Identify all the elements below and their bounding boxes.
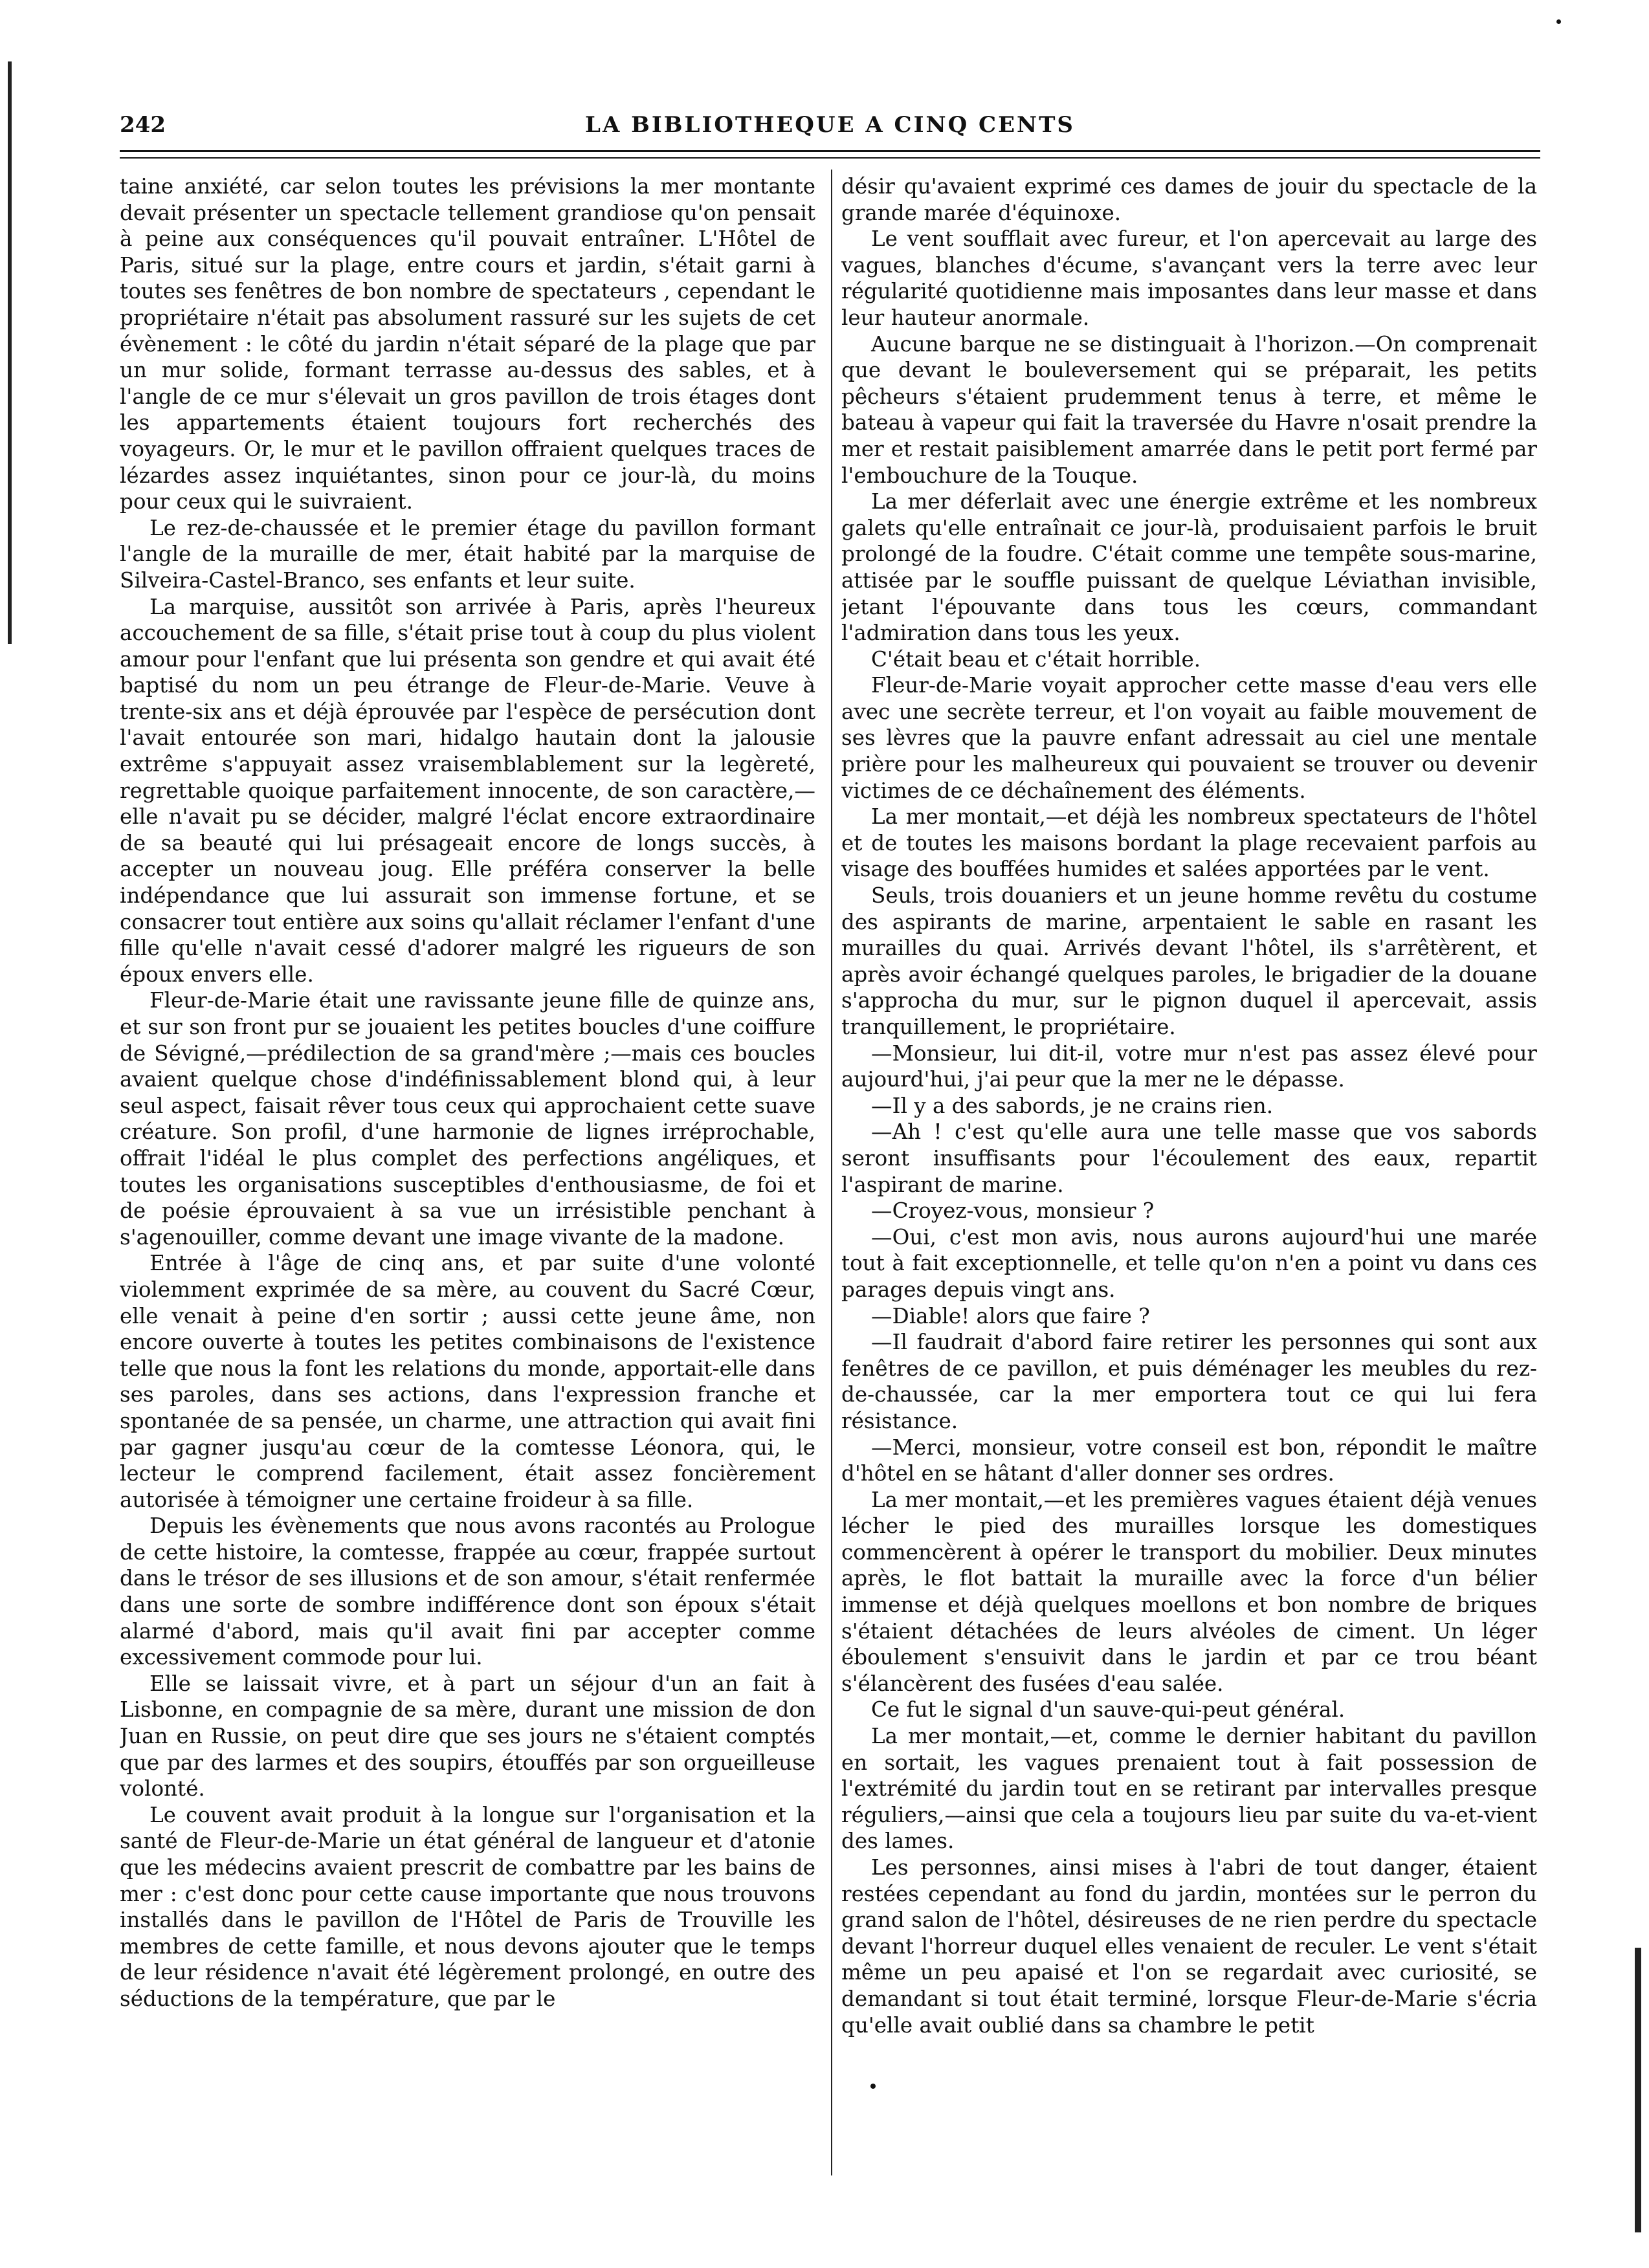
paragraph: Le vent soufflait avec fureur, et l'on apercevait au large des vagues, blanches d'écume, s'avançant vers la terre avec leur régularité quotidienne mais imposantes dans leur masse et dans leur hauteur anormale. — [841, 226, 1537, 330]
paragraph: Entrée à l'âge de cinq ans, et par suite d'une volonté violemment exprimée de sa mère, au couvent du Sacré Cœur, elle venait à peine d'en sortir ; aussi cette jeune âme, non encore ouverte à toutes les petites combinaisons de l'existence telle que nous la font les relations du monde, apportait-elle dans ses paroles, dans ses actions, dans l'expression franche et spontanée de sa pensée, un charme, une attraction qui avait fini par gagner jusqu'au cœur de la comtesse Léonora, qui, le lecteur le comprend facilement, était assez foncièrement autorisée à témoigner une certaine froideur à sa fille. — [120, 1251, 815, 1512]
paragraph: La mer montait,—et déjà les nombreux spectateurs de l'hôtel et de toutes les maisons bordant la plage recevaient parfois au visage des bouffées humides et salées apportées par le vent. — [841, 804, 1537, 882]
paragraph: désir qu'avaient exprimé ces dames de jouir du spectacle de la grande marée d'équinoxe. — [841, 174, 1537, 225]
header-rule-thin — [120, 157, 1540, 159]
paragraph: —Oui, c'est mon avis, nous aurons aujourd'hui une marée tout à fait exceptionnelle, et telle qu'on n'en a point vu dans ces parages depuis vingt ans. — [841, 1224, 1537, 1302]
paragraph: Ce fut le signal d'un sauve-qui-peut général. — [871, 1697, 1345, 1723]
paragraph: Aucune barque ne se distinguait à l'horizon.—On comprenait que devant le bouleversement qui se préparait, les petits pêcheurs s'étaient prudemment tenus à terre, et même le bateau à vapeur qui fait la traversée du Havre n'osait prendre la mer et restait paisiblement amarrée dans le petit port fermé par l'embouchure de la Touque. — [841, 331, 1537, 488]
column-divider — [831, 170, 832, 2175]
page-binding-edge-right — [1635, 1948, 1641, 2232]
print-speck — [870, 2084, 876, 2089]
paragraph: —Merci, monsieur, votre conseil est bon, répondit le maître d'hôtel en se hâtant d'aller donner ses ordres. — [841, 1435, 1537, 1486]
paragraph: Elle se laissait vivre, et à part un séjour d'un an fait à Lisbonne, en compagnie de sa mère, durant une mission de don Juan en Russie, on peut dire que ses jours ne s'étaient comptés que par des larmes et des soupirs, étouffés par son orgueilleuse volonté. — [120, 1671, 815, 1801]
paragraph: —Il faudrait d'abord faire retirer les personnes qui sont aux fenêtres de ce pavillon, et puis déménager les meubles du rez-de-chaussée, car la mer emportera tout ce qui lui fera résistance. — [841, 1330, 1537, 1433]
page-number: 242 — [120, 112, 166, 138]
paragraph: Fleur-de-Marie était une ravissante jeune fille de quinze ans, et sur son front pur se jouaient les petites boucles d'une coiffure de Sévigné,—prédilection de sa grand'mère ;—mais ces boucles avaient quelque chose d'indéfinissablement blond qui, à leur seul aspect, faisait rêver tous ceux qui approchaient cette suave créature. Son profil, d'une harmonie de lignes irréprochable, offrait l'idéal le plus complet des perfections angéliques, et toutes les organisations susceptibles d'enthousiasme, de foi et de poésie éprouvaient à sa vue un irrésistible penchant à s'agenouiller, comme devant une image vivante de la madone. — [120, 988, 815, 1250]
paragraph: Le couvent avait produit à la longue sur l'organisation et la santé de Fleur-de-Marie un état général de langueur et d'atonie que les médecins avaient prescrit de combattre par les bains de mer : c'est donc pour cette cause importante que nous trouvons installés dans le pavillon de l'Hôtel de Paris de Trouville les membres de cette famille, et nous devons ajouter que le temps de leur résidence n'avait été légèrement prolongé, en outre des séductions de la température, que par le — [120, 1802, 815, 2011]
paragraph: —Croyez-vous, monsieur ? — [871, 1198, 1155, 1224]
page-header — [120, 107, 1540, 146]
paragraph: C'était beau et c'était horrible. — [871, 646, 1201, 672]
running-title: LA BIBLIOTHEQUE A CINQ CENTS — [585, 112, 1075, 138]
print-speck — [1556, 19, 1561, 24]
paragraph: La marquise, aussitôt son arrivée à Paris, après l'heureux accouchement de sa fille, s'était prise tout à coup du plus violent amour pour l'enfant que lui présenta son gendre et qui avait été baptisé du nom un peu étrange de Fleur-de-Marie. Veuve à trente-six ans et déjà éprouvée par l'espèce de persécution dont l'avait entourée son mari, hidalgo hautain dont la jalousie extrême s'appuyait assez vraisemblablement sur la legèreté, regrettable quoique parfaitement innocente, de son caractère,—elle n'avait pu se décider, malgré l'éclat encore extraordinaire de sa beauté qui lui présageait encore de longs succès, à accepter un nouveau joug. Elle préféra conserver la belle indépendance que lui assurait son immense fortune, et se consacrer tout entière aux soins qu'allait réclamer l'enfant d'une fille qu'elle n'avait cessé d'adorer malgré les rigueurs de son époux envers elle. — [120, 594, 815, 987]
right-column — [841, 173, 1537, 2192]
paragraph: La mer déferlait avec une énergie extrême et les nombreux galets qu'elle entraînait ce jour-là, produisaient parfois le bruit prolongé de la foudre. C'était comme une tempête sous-marine, attisée par le souffle puissant de quelque Léviathan invisible, jetant l'épouvante dans tous les cœurs, commandant l'admiration dans tous les yeux. — [841, 489, 1537, 646]
page-binding-edge — [8, 61, 12, 644]
paragraph: —Ah ! c'est qu'elle aura une telle masse que vos sabords seront insuffisants pour l'écoulement des eaux, repartit l'aspirant de marine. — [841, 1119, 1537, 1197]
paragraph: Les personnes, ainsi mises à l'abri de tout danger, étaient restées cependant au fond du jardin, montées sur le perron du grand salon de l'hôtel, désireuses de ne rien perdre du spectacle devant l'horreur duquel elles venaient de reculer. Le vent s'était même un peu apaisé et l'on se regardait avec curiosité, se demandant si tout était terminé, lorsque Fleur-de-Marie s'écria qu'elle avait oublié dans sa chambre le petit — [841, 1855, 1537, 2038]
left-column — [120, 173, 815, 2192]
paragraph: taine anxiété, car selon toutes les prévisions la mer montante devait présenter un spectacle tellement grandiose qu'on pensait à peine aux conséquences qu'il pouvait entraîner. L'Hôtel de Paris, situé sur la plage, entre cours et jardin, s'était garni à toutes ses fenêtres de bon nombre de spectateurs , cependant le propriétaire n'était pas absolument rassuré sur les sujets de cet évènement : le côté du jardin n'était séparé de la plage que par un mur solide, formant terrasse au-dessus des sables, et à l'angle de ce mur s'élevait un gros pavillon de trois étages dont les appartements étaient toujours fort recherchés des voyageurs. Or, le mur et le pavillon offraient quelques traces de lézardes assez inquiétantes, sinon pour ce jour-là, du moins pour ceux qui le suivraient. — [120, 174, 815, 514]
paragraph: La mer montait,—et les premières vagues étaient déjà venues lécher le pied des murailles lorsque les domestiques commencèrent à opérer le transport du mobilier. Deux minutes après, le flot battait la muraille avec la force d'un bélier immense et déjà quelques moellons et bon nombre de briques s'étaient détachées de leurs alvéoles de ciment. Un léger éboulement s'ensuivit dans le jardin et par ce trou béant s'élancèrent des fusées d'eau salée. — [841, 1487, 1537, 1696]
paragraph: —Il y a des sabords, je ne crains rien. — [871, 1093, 1274, 1118]
paragraph: —Diable! alors que faire ? — [871, 1303, 1150, 1328]
paragraph: Depuis les évènements que nous avons racontés au Prologue de cette histoire, la comtesse, frappée au cœur, frappée surtout dans le trésor de ses illusions et de son amour, s'était renfermée dans une sorte de sombre indifférence dont son époux s'était alarmé d'abord, mais qu'il avait fini par accepter comme excessivement commode pour lui. — [120, 1514, 815, 1670]
paragraph: La mer montait,—et, comme le dernier habitant du pavillon en sortait, les vagues prenaient tout à fait possession de l'extrémité du jardin tout en se retirant par intervalles presque réguliers,—ainsi que cela a toujours lieu par suite du va-et-vient des lames. — [841, 1724, 1537, 1854]
paragraph: Le rez-de-chaussée et le premier étage du pavillon formant l'angle de la muraille de mer, était habité par la marquise de Silveira-Castel-Branco, ses enfants et leur suite. — [120, 515, 815, 593]
header-rule-thick — [120, 150, 1540, 152]
paragraph: Seuls, trois douaniers et un jeune homme revêtu du costume des aspirants de marine, arpentaient le sable en rasant les murailles du quai. Arrivés devant l'hôtel, ils s'arrêtèrent, et après avoir échangé quelques paroles, le brigadier de la douane s'approcha du mur, sur le pignon duquel il apercevait, assis tranquillement, le propriétaire. — [841, 883, 1537, 1039]
paragraph: —Monsieur, lui dit-il, votre mur n'est pas assez élevé pour aujourd'hui, j'ai peur que la mer ne le dépasse. — [841, 1040, 1537, 1092]
paragraph: Fleur-de-Marie voyait approcher cette masse d'eau vers elle avec une secrète terreur, et l'on voyait au faible mouvement de ses lèvres que la pauvre enfant adressait au ciel une mentale prière pour les malheureux qui pouvaient se trouver ou devenir victimes de ce déchaînement des éléments. — [841, 673, 1537, 803]
